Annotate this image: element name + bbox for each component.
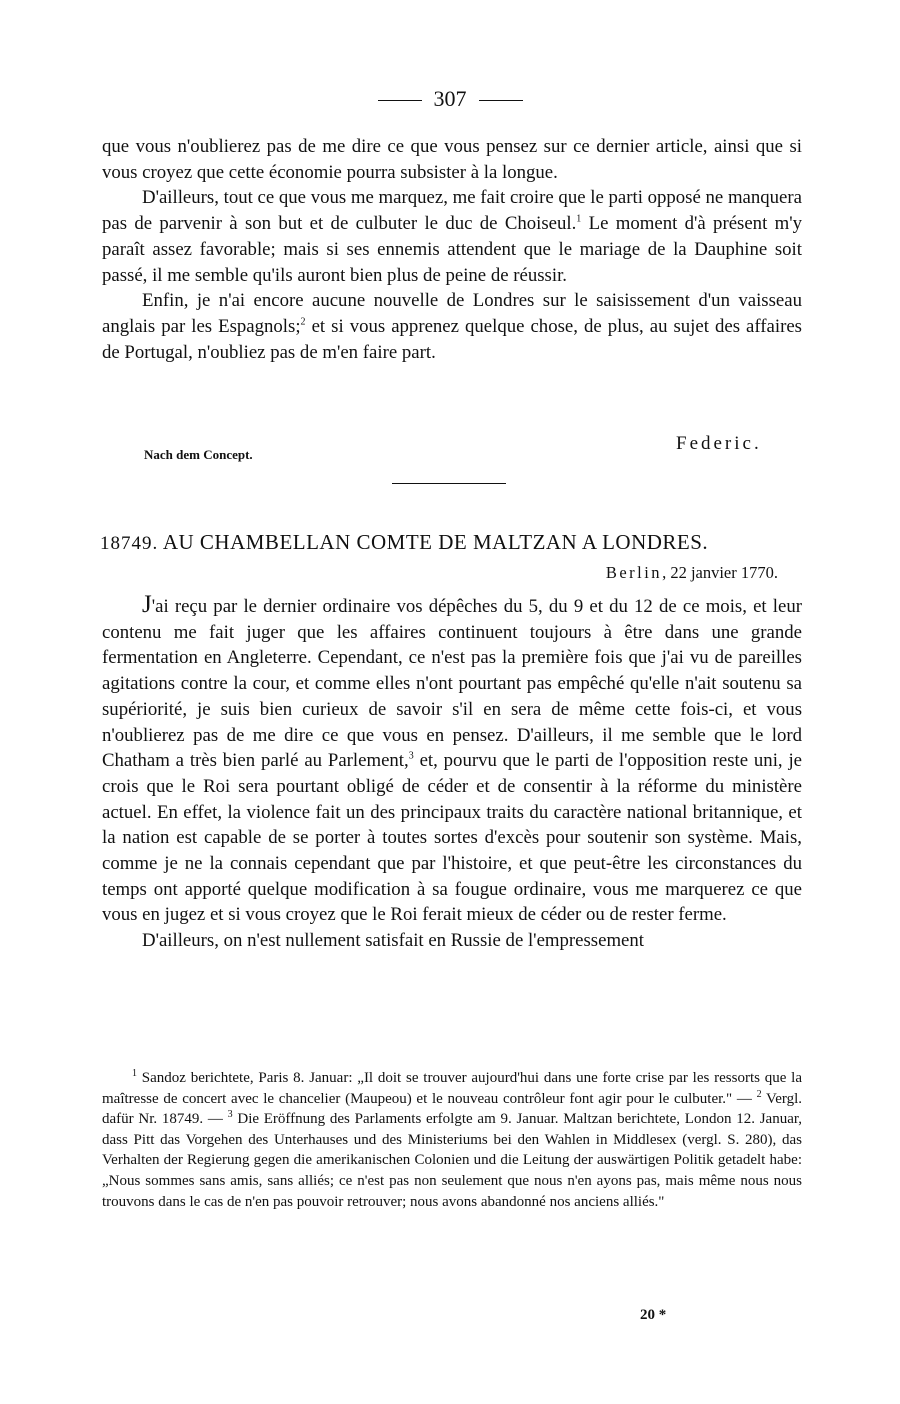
footnotes (102, 1068, 802, 1212)
continuation-paragraph-2-text-a: D'ailleurs, tout ce que vous me marquez, me fait croire que le parti opposé ne manquera pas de parvenir à son but et de culbuter le duc de Choiseul. (102, 187, 802, 235)
letter-paragraph-1-text-a: 'ai reçu par le dernier ordinaire vos dépêches du 5, du 9 et du 12 de ce mois, et leur contenu me fait juger que les affaires continuent toujours à être dans une grande fermentation en Angleterre. Cependant, ce n'est pas la première fois que j'ai vu de pareilles agitations contre la cour, et comme elles n'ont pourtant pas empêché qu'elle n'ait soutenu sa supériorité, je suis bien curieux de savoir s'il en sera de même cette fois-ci, et vous n'oublierez pas de me dire ce que vous en pensez. D'ailleurs, il me semble que le lord Chatham a très bien parlé au Parlement, (102, 596, 802, 772)
footnote-3: Die Eröffnung des Parlaments erfolgte am 9. Januar. Maltzan berichtete, London 12. Januar, dass Pitt das Vorgehen des Unterhauses und des Ministeriums bei den Wahlen in Middlesex (vergl. S. 280), das Verhalten der Regierung gegen die amerikanischen Colonien und die Leitung der auswärtigen Politik getadelt habe: „Nous sommes sans amis, sans alliés; ce n'est pas non seulement que nous n'en ayons pas, mais même nous nous trouvons dans le cas de n'en pas pouvoir retrouver; nous avons abandonné nos anciens alliés." (102, 1111, 802, 1210)
letter-title: AU CHAMBELLAN COMTE DE MALTZAN A LONDRES. (162, 530, 709, 554)
letter-date: , 22 janvier 1770. (662, 563, 778, 582)
header-dash-right (479, 100, 523, 101)
footnote-1: Sandoz berichtete, Paris 8. Januar: „Il doit se trouver aujourd'hui dans une forte crise par les ressorts que la maîtresse de concert avec le chancelier (Maupeou) et le nouveau contrôleur font agir pour le culbuter." — (102, 1070, 802, 1107)
footnotes-paragraph (102, 1068, 802, 1212)
continuation-paragraph-3-text-a: Enfin, je n'ai encore aucune nouvelle de Londres sur le saisissement d'un vaisseau anglais par les Espagnols; (102, 290, 802, 337)
continuation-paragraph-3 (102, 288, 802, 365)
letter-body (102, 591, 802, 954)
header-dash-left (378, 100, 422, 101)
footnote-mark-2: 2 (756, 1088, 762, 1100)
page-number: 307 (433, 86, 467, 111)
letter-number: 18749. (100, 533, 159, 554)
footnote-ref-1: 1 (576, 213, 582, 225)
letter-paragraph-1-text-b: et, pourvu que le parti de l'opposition reste uni, je crois que le Roi sera pourtant obligé de céder et de consentir à la réforme du ministère actuel. En effet, la violence fait un des principaux traits du caractère national britannique, et la nation est capable de se porter à toutes sortes d'excès pour soutenir son système. Mais, comme je ne la connais cependant que par l'histoire, et que peut-être les circonstances du temps ont apporté quelque modification à sa fougue ordinaire, vous me marquerez ce que vous en jugez et si vous croyez que le Roi ferait mieux de céder ou de rester ferme. (102, 750, 802, 926)
footnote-ref-2: 2 (300, 316, 306, 328)
footnote-ref-3: 3 (408, 750, 414, 762)
source-note: Nach dem Concept. (144, 447, 253, 462)
letter-paragraph-1 (102, 591, 802, 928)
footnote-mark-3: 3 (227, 1109, 233, 1121)
continuation-paragraph-2 (102, 185, 802, 288)
signature: Federic. (676, 433, 762, 454)
signature-mark: 20 * (640, 1307, 667, 1323)
continuation-paragraph-3-text-b: et si vous apprenez quelque chose, de plus, au sujet des affaires de Portugal, n'oubliez pas de m'en faire part. (102, 315, 802, 363)
letter-paragraph-2: D'ailleurs, on n'est nullement satisfait en Russie de l'empressement (142, 930, 645, 952)
footnote-mark-1: 1 (132, 1068, 137, 1079)
letter-heading (100, 530, 804, 555)
letter-dateline (606, 563, 778, 583)
letter-dropcap: J (142, 591, 152, 618)
section-divider (392, 483, 506, 484)
continuation-paragraph-1: que vous n'oublierez pas de me dire ce que vous pensez sur ce dernier article, ainsi que si vous croyez que cette économie pourra subsister à la longue. (102, 136, 802, 183)
continuation-text (102, 134, 802, 365)
page-header (0, 86, 900, 112)
continuation-paragraph-2-text-b: Le moment d'à présent m'y paraît assez favorable; mais si ses ennemis attendent que le mariage de la Dauphine soit passé, il me semble qu'ils auront bien plus de peine de réussir. (102, 213, 802, 286)
footnote-2: Vergl. dafür Nr. 18749. — (102, 1090, 802, 1128)
letter-place: Berlin (605, 563, 663, 582)
